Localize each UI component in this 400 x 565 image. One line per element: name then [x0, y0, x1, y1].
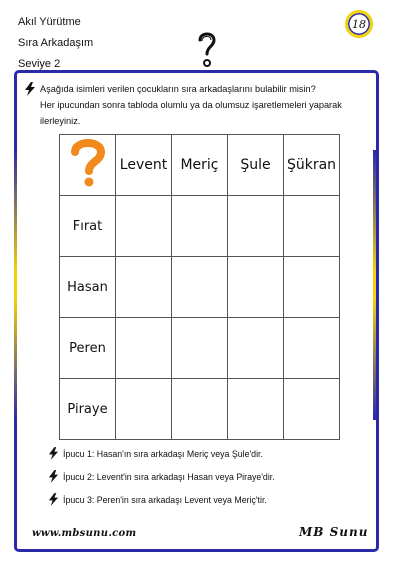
grid-cell[interactable] [116, 196, 172, 257]
grid-row [60, 318, 340, 379]
worksheet-level: Seviye 2 [18, 58, 61, 70]
grid-cell[interactable] [172, 257, 228, 318]
instruction-line-3: ilerleyiniz. [40, 116, 81, 126]
lightning-bolt-icon [48, 493, 59, 506]
row-header-hasan: Hasan [60, 257, 116, 318]
clue-1 [48, 447, 263, 460]
grid-row [60, 379, 340, 440]
page-number: 18 [352, 17, 366, 31]
frame-gradient-right [373, 150, 376, 420]
question-mark-icon [70, 138, 106, 188]
grid-cell[interactable] [228, 318, 284, 379]
grid-cell[interactable] [284, 379, 340, 440]
column-header-sule: Şule [228, 135, 284, 196]
header-row [60, 135, 340, 196]
instructions [24, 81, 369, 129]
clue-1-text: İpucu 1: Hasan'ın sıra arkadaşı Meriç veya Şule'dir. [63, 448, 263, 459]
row-header-piraye: Piraye [60, 379, 116, 440]
grid-cell[interactable] [284, 257, 340, 318]
instruction-line-2: Her ipucundan sonra tabloda olumlu ya da olumsuz işaretlemeleri yaparak [40, 100, 342, 110]
column-header-levent: Levent [116, 135, 172, 196]
row-header-firat: Fırat [60, 196, 116, 257]
clue-2 [48, 470, 275, 483]
logic-grid [59, 134, 340, 440]
instruction-line-1: Aşağıda isimleri verilen çocukların sıra arkadaşlarını bulabilir misin? [40, 84, 316, 94]
question-mark-doodle-icon [196, 30, 218, 70]
lightning-bolt-icon [24, 82, 36, 96]
grid-cell[interactable] [228, 257, 284, 318]
clue-3 [48, 493, 267, 506]
column-header-meric: Meriç [172, 135, 228, 196]
grid-cell[interactable] [172, 196, 228, 257]
grid-row [60, 196, 340, 257]
grid-cell[interactable] [284, 318, 340, 379]
corner-cell [60, 135, 116, 196]
lightning-bolt-icon [48, 447, 59, 460]
grid-cell[interactable] [228, 196, 284, 257]
grid-cell[interactable] [172, 318, 228, 379]
grid-cell[interactable] [116, 257, 172, 318]
grid-cell[interactable] [116, 318, 172, 379]
grid-cell[interactable] [172, 379, 228, 440]
grid-cell[interactable] [228, 379, 284, 440]
worksheet-title: Akıl Yürütme [18, 16, 81, 28]
grid-cell[interactable] [116, 379, 172, 440]
column-header-sukran: Şükran [284, 135, 340, 196]
worksheet-subtitle: Sıra Arkadaşım [18, 37, 94, 49]
page-number-badge [345, 10, 373, 38]
frame-gradient-left [14, 150, 17, 420]
lightning-bolt-icon [48, 470, 59, 483]
grid-row [60, 257, 340, 318]
row-header-peren: Peren [60, 318, 116, 379]
brand-signature: MB Sunu [299, 525, 369, 539]
clue-2-text: İpucu 2: Levent'in sıra arkadaşı Hasan veya Piraye'dir. [63, 471, 275, 482]
website-link[interactable]: www.mbsunu.com [32, 528, 137, 539]
grid-cell[interactable] [284, 196, 340, 257]
clue-3-text: İpucu 3: Peren'in sıra arkadaşı Levent veya Meriç'tir. [63, 494, 267, 505]
